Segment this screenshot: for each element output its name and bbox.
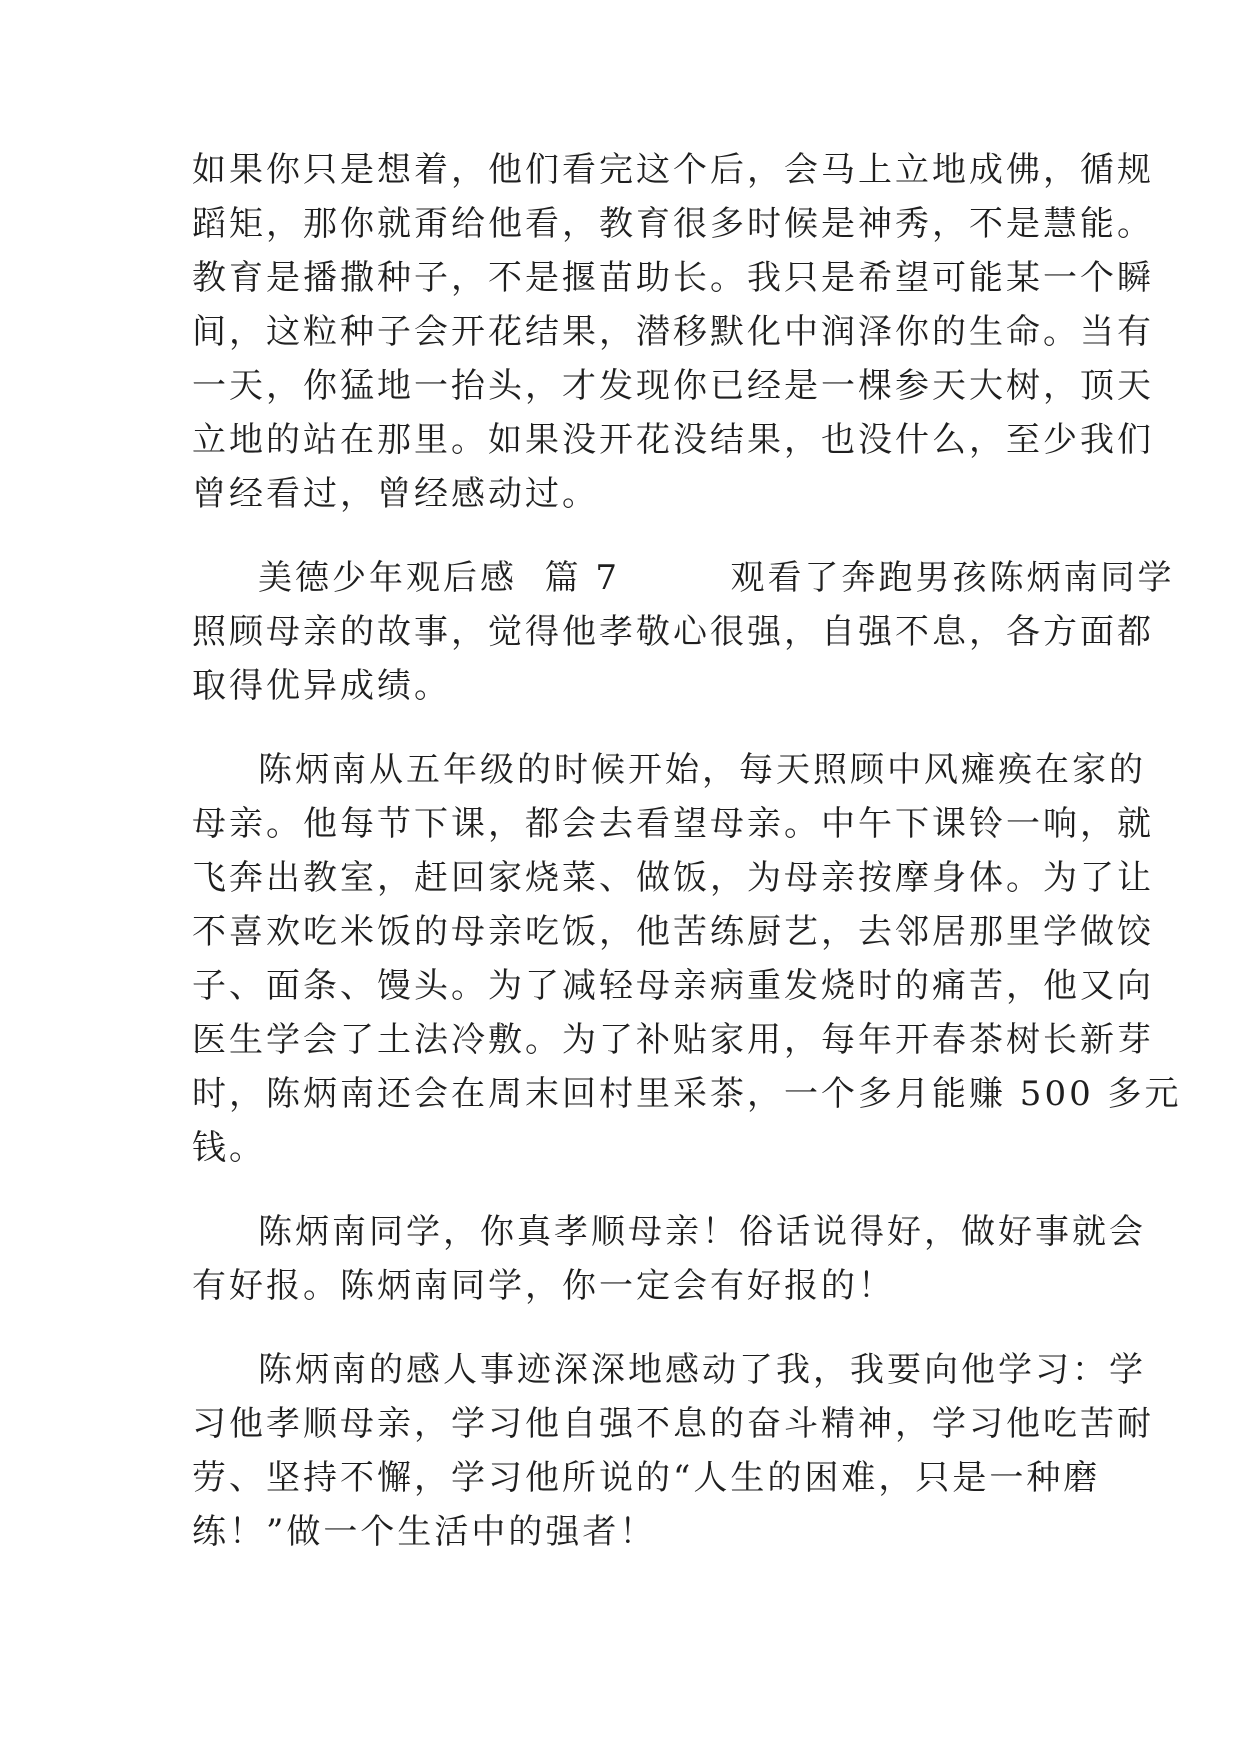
text-line: 间，这粒种子会开花结果，潜移默化中润泽你的生命。当有 (192, 312, 1154, 352)
text-line: 练！”做一个生活中的强者！ (192, 1512, 657, 1552)
text-line: 立地的站在那里。如果没开花没结果，也没什么，至少我们 (192, 420, 1154, 460)
text-line: 照顾母亲的故事，觉得他孝敬心很强，自强不息，各方面都 (192, 612, 1154, 652)
text-line: 劳、坚持不懈，学习他所说的“人生的困难，只是一种磨 (192, 1458, 1101, 1498)
text-line: 飞奔出教室，赶回家烧菜、做饭，为母亲按摩身体。为了让 (192, 858, 1154, 898)
text-line: 医生学会了土法冷敷。为了补贴家用，每年开春茶树长新芽 (192, 1020, 1154, 1060)
text-line: 取得优异成绩。 (192, 666, 451, 706)
paragraph-start-line: 陈炳南的感人事迹深深地感动了我，我要向他学习：学 (258, 1350, 1146, 1390)
text-line: 时，陈炳南还会在周末回村里采茶，一个多月能赚 500 多元 (192, 1074, 1182, 1114)
text-line: 母亲。他每节下课，都会去看望母亲。中午下课铃一响，就 (192, 804, 1154, 844)
text-line: 一天，你猛地一抬头，才发现你已经是一棵参天大树，顶天 (192, 366, 1154, 406)
paragraph-start-line: 陈炳南同学，你真孝顺母亲！俗话说得好，做好事就会 (258, 1212, 1146, 1252)
text-line: 子、面条、馒头。为了减轻母亲病重发烧时的痛苦，他又向 (192, 966, 1154, 1006)
text-line: 有好报。陈炳南同学，你一定会有好报的！ (192, 1266, 895, 1306)
text-line: 教育是播撒种子，不是揠苗助长。我只是希望可能某一个瞬 (192, 258, 1154, 298)
section-heading-line: 美德少年观后感 篇 7 观看了奔跑男孩陈炳南同学 (258, 558, 1175, 598)
text-line: 蹈矩，那你就甭给他看，教育很多时候是神秀，不是慧能。 (192, 204, 1154, 244)
paragraph-start-line: 陈炳南从五年级的时候开始，每天照顾中风瘫痪在家的 (258, 750, 1146, 790)
text-line: 曾经看过，曾经感动过。 (192, 474, 599, 514)
text-line: 习他孝顺母亲，学习他自强不息的奋斗精神，学习他吃苦耐 (192, 1404, 1154, 1444)
text-line: 不喜欢吃米饭的母亲吃饭，他苦练厨艺，去邻居那里学做饺 (192, 912, 1154, 952)
text-line: 如果你只是想着，他们看完这个后，会马上立地成佛，循规 (192, 150, 1154, 190)
text-line: 钱。 (192, 1128, 266, 1168)
